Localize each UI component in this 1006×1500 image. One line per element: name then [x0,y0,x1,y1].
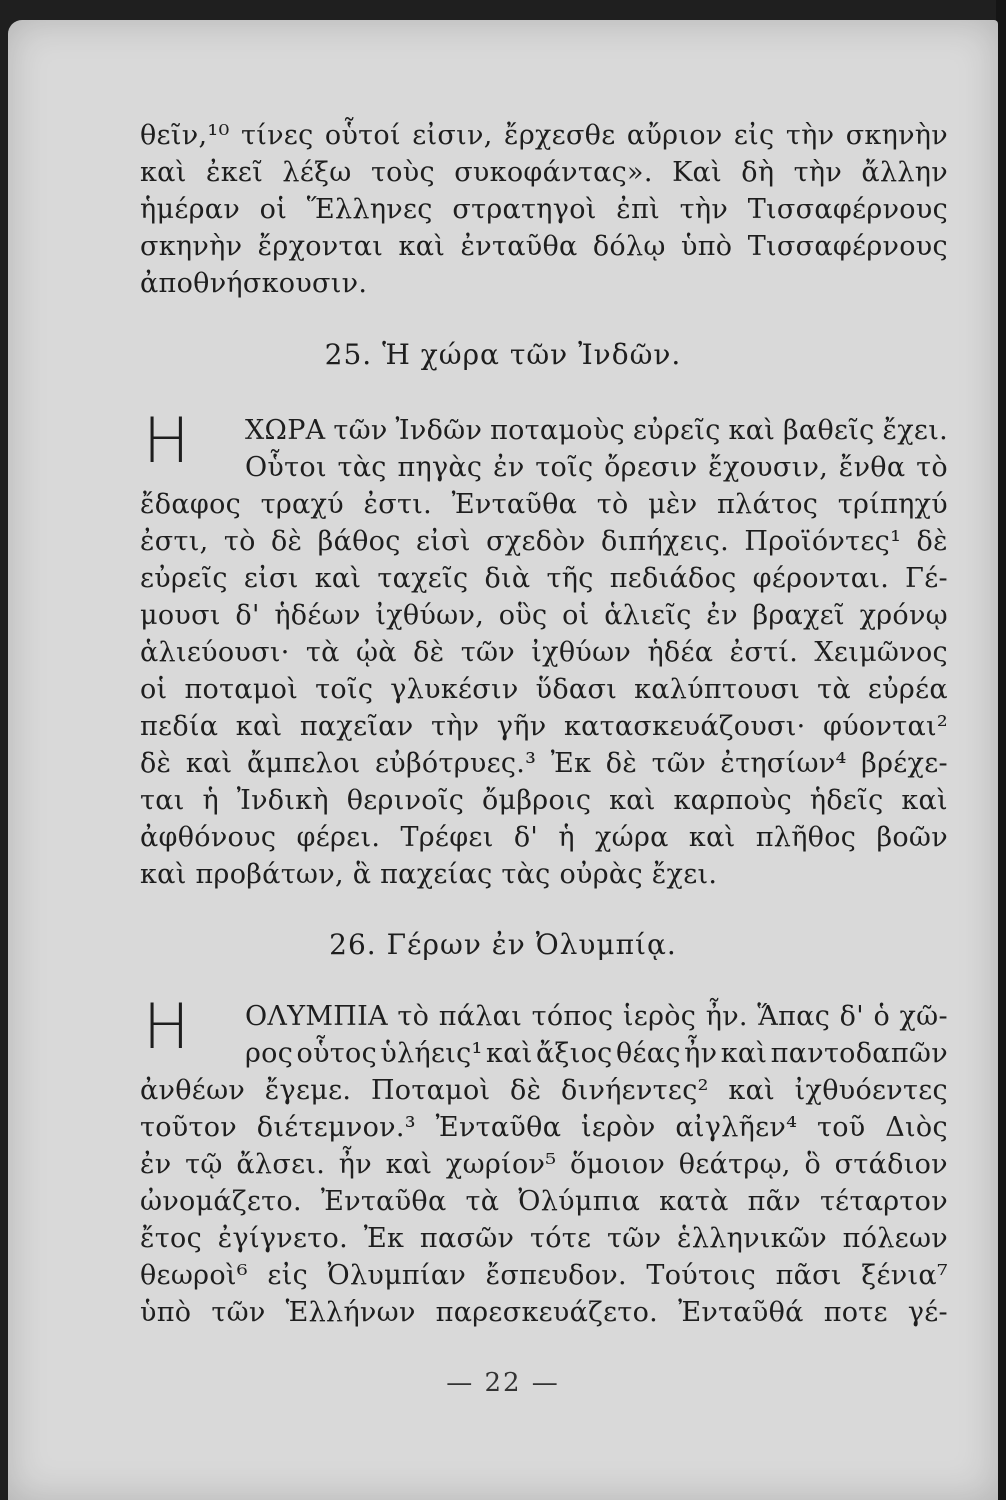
text-line: ἔτος ἐγίγνετο. Ἐκ πασῶν τότε τῶν ἑλληνικῶν πόλεων [140,1223,948,1254]
text-line: ρος οὗτος ὑλήεις¹ καὶ ἄξιος θέας ἦν καὶ παντοδαπῶν [245,1038,948,1069]
text-line: ἐν τῷ ἄλσει. ἦν καὶ χωρίον⁵ ὅμοιον θεάτρῳ, ὃ στάδιον [140,1149,948,1180]
text-line: σκηνὴν ἔρχονται καὶ ἐνταῦθα δόλῳ ὑπὸ Τισσαφέρνους [140,231,948,262]
text-line: πεδία καὶ παχεῖαν τὴν γῆν κατασκευάζουσι· φύονται² [140,711,948,742]
section-25-dropcap: Η [143,404,190,477]
text-line: δὲ καὶ ἄμπελοι εὐβότρυες.³ Ἐκ δὲ τῶν ἐτησίων⁴ βρέχε- [140,748,948,779]
section-25-heading: 25. Ἡ χώρα τῶν Ἰνδῶν. [324,338,682,371]
text-line: οἱ ποταμοὶ τοῖς γλυκέσιν ὕδασι καλύπτουσι τὰ εὐρέα [140,674,948,705]
section-25-paragraph [140,404,948,893]
section-26-dropcap: Η [143,990,190,1063]
text-line: ὠνομάζετο. Ἐνταῦθα τὰ Ὀλύμπια κατὰ πᾶν τέταρτον [140,1186,948,1217]
text-line: ἔδαφος τραχύ ἐστι. Ἐνταῦθα τὸ μὲν πλάτος τρίπηχύ [140,489,948,520]
intro-paragraph [140,117,948,302]
text-line: θεωροὶ⁶ εἰς Ὀλυμπίαν ἔσπευδον. Τούτοις πᾶσι ξένια⁷ [140,1260,948,1291]
text-line: καὶ προβάτων, ἃ παχείας τὰς οὐρὰς ἔχει. [140,859,718,890]
text-line: Οὗτοι τὰς πηγὰς ἐν τοῖς ὄρεσιν ἔχουσιν, ἔνθα τὸ [245,452,948,483]
section-26-heading: 26. Γέρων ἐν Ὀλυμπίᾳ. [329,928,677,961]
text-line: ἀφθόνους φέρει. Τρέφει δ' ἡ χώρα καὶ πλῆθος βοῶν [140,822,948,853]
text-line: ἀνθέων ἔγεμε. Ποταμοὶ δὲ δινήεντες² καὶ ἰχθυόεντες [140,1075,948,1106]
scan-border-top [0,0,1006,20]
text-line: ΟΛΥΜΠΙΑ τὸ πάλαι τόπος ἱερὸς ἦν. Ἅπας δ' ὁ χῶ- [245,1001,948,1032]
section-26-paragraph [140,990,948,1331]
text-line: ὑπὸ τῶν Ἑλλήνων παρεσκευάζετο. Ἐνταῦθά ποτε γέ- [140,1297,948,1328]
text-line: ἐστι, τὸ δὲ βάθος εἰσὶ σχεδὸν διπήχεις. Προϊόντες¹ δὲ [140,526,948,557]
text-line: ἀποθνήσκουσιν. [140,268,368,299]
text-line: μουσι δ' ἡδέων ἰχθύων, οὓς οἱ ἁλιεῖς ἐν βραχεῖ χρόνῳ [140,600,948,631]
text-line: θεῖν,¹⁰ τίνες οὗτοί εἰσιν, ἔρχεσθε αὔριον εἰς τὴν σκηνὴν [140,120,948,151]
text-line: ἡμέραν οἱ Ἕλληνες στρατηγοὶ ἐπὶ τὴν Τισσαφέρνους [140,194,948,225]
text-line: καὶ ἐκεῖ λέξω τοὺς συκοφάντας». Καὶ δὴ τὴν ἄλλην [140,157,948,188]
text-line: ἁλιεύουσι· τὰ ᾠὰ δὲ τῶν ἰχθύων ἡδέα ἐστί. Χειμῶνος [140,637,948,668]
text-line: ται ἡ Ἰνδικὴ θερινοῖς ὄμβροις καὶ καρποὺς ἡδεῖς καὶ [140,785,948,816]
text-line: ΧΩΡΑ τῶν Ἰνδῶν ποταμοὺς εὐρεῖς καὶ βαθεῖς ἔχει. [245,415,948,446]
text-line: τοῦτον διέτεμνον.³ Ἐνταῦθα ἱερὸν αἰγλῆεν⁴ τοῦ Διὸς [140,1112,948,1143]
page-number: — 22 — [446,1368,560,1398]
text-line: εὐρεῖς εἰσι καὶ ταχεῖς διὰ τῆς πεδιάδος φέρονται. Γέ- [140,563,948,594]
